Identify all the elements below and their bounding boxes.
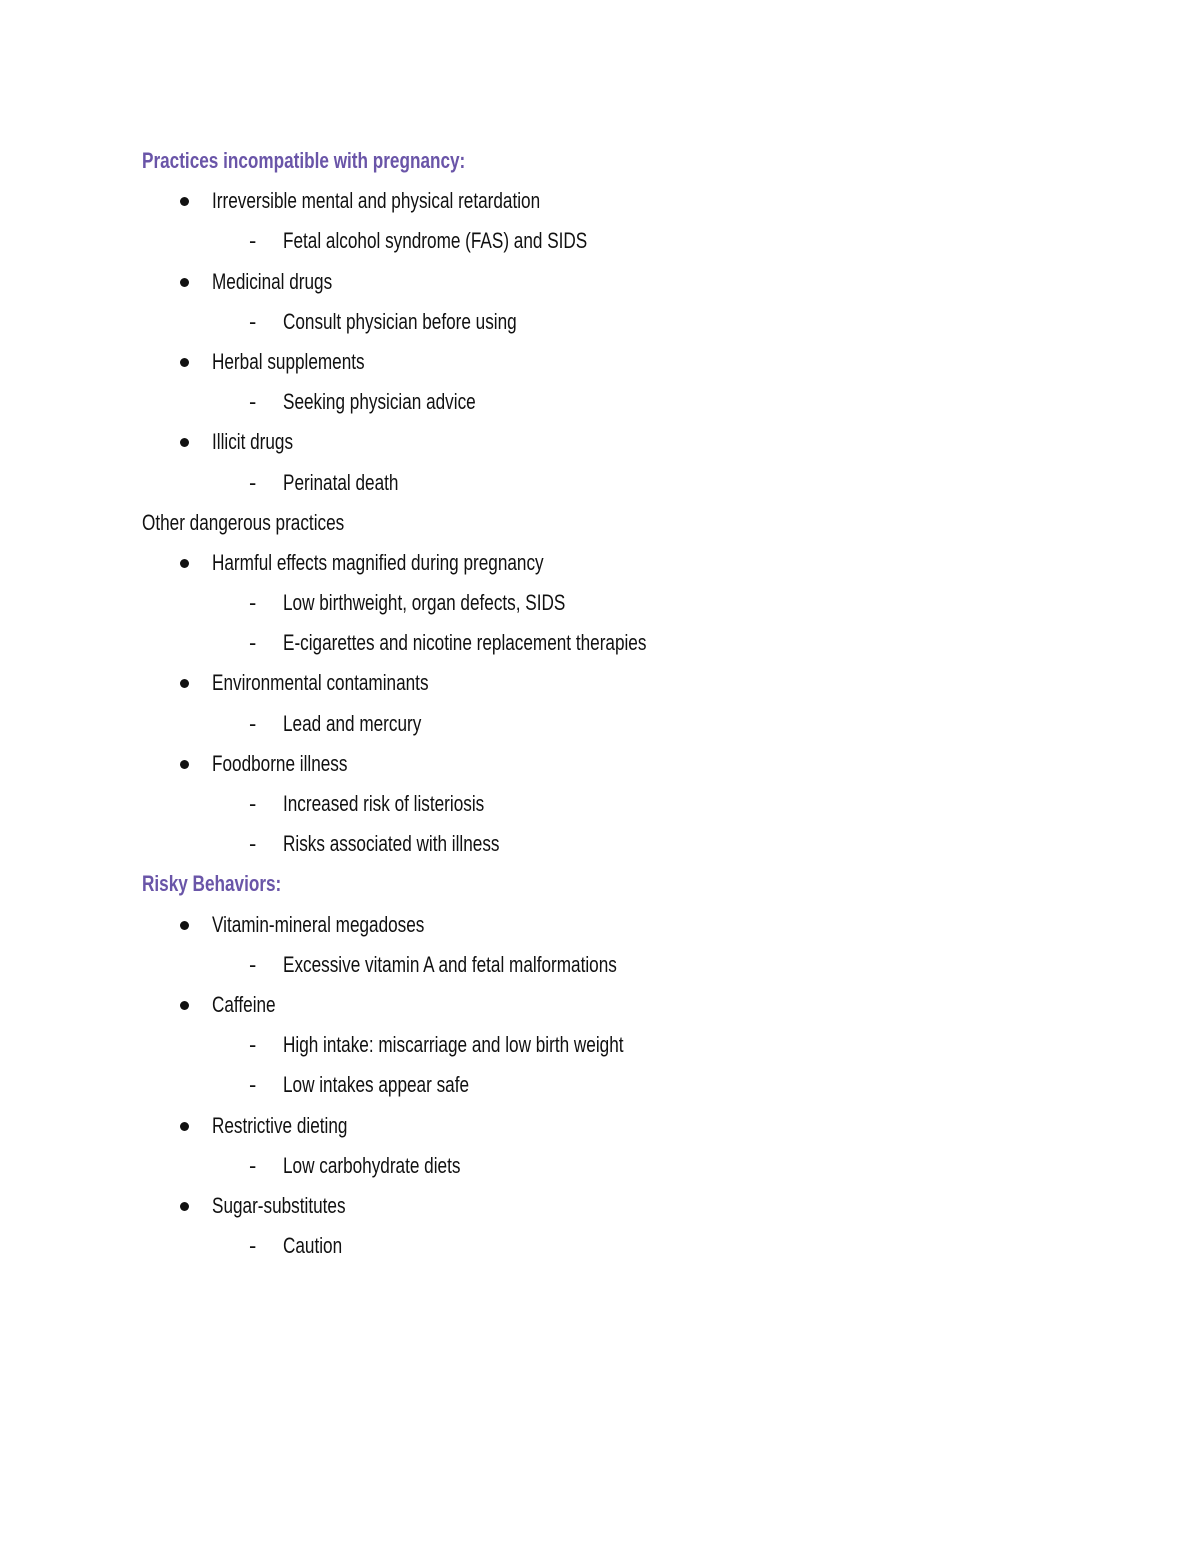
sub-item-label: Increased risk of listeriosis xyxy=(283,791,485,816)
bullet-item-label: Herbal supplements xyxy=(212,348,365,374)
sub-item xyxy=(142,382,1102,422)
dash-marker: - xyxy=(249,630,257,656)
sub-item-label: Lead and mercury xyxy=(283,710,422,736)
bullet-item xyxy=(142,1186,1102,1226)
sub-item xyxy=(142,1226,1102,1266)
section-heading xyxy=(142,503,1102,543)
bullet-item-label: Harmful effects magnified during pregnancy xyxy=(212,549,544,575)
dash-marker: - xyxy=(249,1032,257,1058)
bullet-item xyxy=(142,985,1102,1025)
sub-item xyxy=(142,1065,1102,1105)
sub-item xyxy=(142,221,1102,261)
bullet-dot-icon xyxy=(180,438,189,447)
dash-marker: - xyxy=(249,389,257,415)
sub-item xyxy=(142,945,1102,985)
sub-item xyxy=(142,784,1102,824)
sub-item-label: Low carbohydrate diets xyxy=(283,1152,461,1178)
section-heading-text: Risky Behaviors: xyxy=(142,871,282,897)
sub-item xyxy=(142,824,1102,864)
sub-item-label: Low intakes appear safe xyxy=(283,1072,470,1098)
bullet-dot-icon xyxy=(180,197,189,206)
bullet-item-label: Sugar-substitutes xyxy=(212,1192,346,1218)
section-heading-text: Practices incompatible with pregnancy: xyxy=(142,148,466,173)
sub-item xyxy=(142,1025,1102,1065)
bullet-dot-icon xyxy=(180,760,189,769)
bullet-item xyxy=(142,342,1102,382)
bullet-dot-icon xyxy=(180,679,189,688)
sub-item-label: Excessive vitamin A and fetal malformations xyxy=(283,951,617,977)
bullet-dot-icon xyxy=(180,358,189,367)
dash-marker: - xyxy=(249,791,257,816)
dash-marker: - xyxy=(249,469,257,495)
bullet-item xyxy=(142,543,1102,583)
dash-marker: - xyxy=(249,308,257,334)
dash-marker: - xyxy=(249,1072,257,1098)
bullet-item-label: Foodborne illness xyxy=(212,750,348,776)
sub-item xyxy=(142,463,1102,503)
bullet-dot-icon xyxy=(180,921,189,930)
sub-item-label: Seeking physician advice xyxy=(283,389,476,415)
bullet-item xyxy=(142,663,1102,703)
sub-item-label: High intake: miscarriage and low birth weight xyxy=(283,1032,624,1058)
bullet-dot-icon xyxy=(180,1122,189,1131)
bullet-item xyxy=(142,744,1102,784)
sub-item-label: Caution xyxy=(283,1233,343,1259)
bullet-dot-icon xyxy=(180,1001,189,1010)
bullet-item xyxy=(142,181,1102,221)
sub-item-label: E-cigarettes and nicotine replacement therapies xyxy=(283,630,647,656)
sub-item xyxy=(142,302,1102,342)
bullet-dot-icon xyxy=(180,559,189,568)
bullet-dot-icon xyxy=(180,1202,189,1211)
sub-item xyxy=(142,1146,1102,1186)
sub-item xyxy=(142,583,1102,623)
bullet-item-label: Restrictive dieting xyxy=(212,1112,348,1138)
dash-marker: - xyxy=(249,228,257,254)
bullet-item-label: Illicit drugs xyxy=(212,429,294,455)
dash-marker: - xyxy=(249,710,257,736)
dash-marker: - xyxy=(249,1233,257,1259)
bullet-dot-icon xyxy=(180,278,189,287)
bullet-item-label: Caffeine xyxy=(212,991,276,1017)
section-heading xyxy=(142,141,1102,181)
bullet-item-label: Environmental contaminants xyxy=(212,670,429,696)
sub-item xyxy=(142,704,1102,744)
dash-marker: - xyxy=(249,951,257,977)
bullet-item-label: Medicinal drugs xyxy=(212,268,333,294)
sub-item xyxy=(142,623,1102,663)
dash-marker: - xyxy=(249,1152,257,1178)
section-heading xyxy=(142,864,1102,904)
sub-item-label: Low birthweight, organ defects, SIDS xyxy=(283,590,566,616)
sub-item-label: Consult physician before using xyxy=(283,308,517,334)
bullet-item xyxy=(142,1106,1102,1146)
bullet-item-label: Vitamin-mineral megadoses xyxy=(212,911,425,937)
document-body xyxy=(142,141,1102,1266)
section-heading-text: Other dangerous practices xyxy=(142,509,345,535)
bullet-item xyxy=(142,422,1102,462)
sub-item-label: Risks associated with illness xyxy=(283,831,500,857)
sub-item-label: Perinatal death xyxy=(283,469,399,495)
dash-marker: - xyxy=(249,831,257,857)
bullet-item xyxy=(142,905,1102,945)
dash-marker: - xyxy=(249,590,257,616)
sub-item-label: Fetal alcohol syndrome (FAS) and SIDS xyxy=(283,228,588,254)
bullet-item-label: Irreversible mental and physical retardation xyxy=(212,188,541,214)
bullet-item xyxy=(142,262,1102,302)
